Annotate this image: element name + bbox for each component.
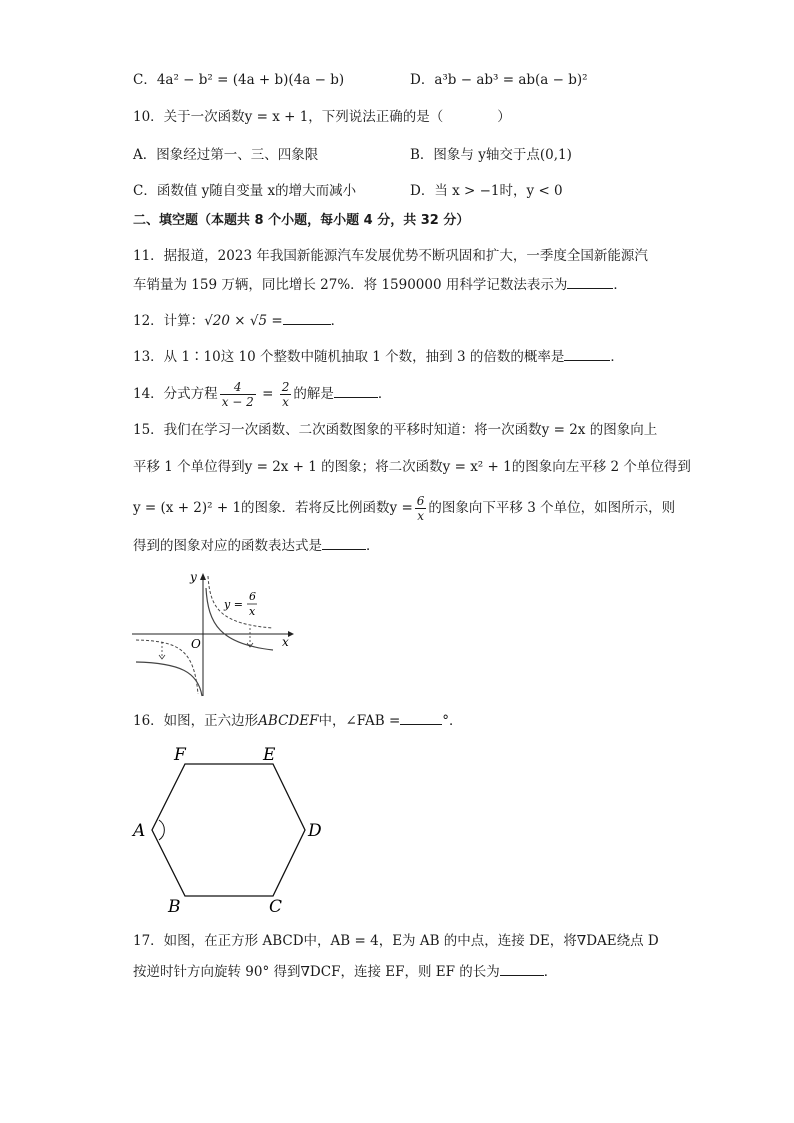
q15-line4-text: 得到的图象对应的函数表达式是 xyxy=(133,538,322,554)
q10-option-d: D．当 x > −1时，y < 0 xyxy=(410,183,563,199)
q10-stem: 10．关于一次函数y = x + 1，下列说法正确的是（ ） xyxy=(133,109,511,125)
q15-graph xyxy=(128,568,298,700)
q17-line1: 17．如图，在正方形 ABCD中，AB = 4，E为 AB 的中点，连接 DE，将∇DAE绕点 D xyxy=(133,933,659,949)
q14-suffix: 的解是 xyxy=(293,386,334,402)
original-curve-branch-2 xyxy=(136,640,198,694)
q11-line2: 车销量为 159 万辆，同比增长 27%．将 1590000 用科学记数法表示为 ． xyxy=(133,277,627,293)
y-axis-label: y xyxy=(190,570,197,584)
q16-mid: 中，∠FAB = xyxy=(318,713,401,729)
q17-line2-text: 按逆时针方向旋转 90° 得到∇DCF，连接 EF，则 EF 的长为 xyxy=(133,964,500,980)
hexagon-figure xyxy=(130,742,330,918)
curve-label-num: 6 xyxy=(249,590,256,603)
q15-line3b: 的图象向下平移 3 个单位，如图所示，则 xyxy=(428,500,676,516)
answer-blank xyxy=(400,712,442,725)
answer-blank xyxy=(567,276,613,289)
q12: 12．计算：√20 × √5 = ． xyxy=(133,313,345,329)
q14-prefix: 14．分式方程 xyxy=(133,386,218,402)
q14-lhs-fraction: $\frac{4}{x - 2}$ xyxy=(221,380,254,409)
q11-line1: 11．据报道，2023 年我国新能源汽车发展优势不断巩固和扩大，一季度全国新能源汽 xyxy=(133,248,648,264)
vertex-F: F xyxy=(174,745,186,765)
curve-label: y = xyxy=(224,598,243,611)
shifted-curve-branch-2 xyxy=(136,662,202,696)
q16-prefix: 16．如图，正六边形 xyxy=(133,713,259,729)
origin-label: O xyxy=(191,637,201,651)
y-axis-arrow xyxy=(200,573,206,580)
x-axis-arrow xyxy=(288,631,294,637)
q11-text: 车销量为 159 万辆，同比增长 27%．将 1590000 用科学记数法表示为 xyxy=(133,277,568,293)
q16 xyxy=(133,711,463,731)
q9-option-c: C．4a² − b² = (4a + b)(4a − b) xyxy=(133,72,345,88)
answer-blank xyxy=(334,385,378,398)
q17-line2: 按逆时针方向旋转 90° 得到∇DCF，连接 EF，则 EF 的长为 ． xyxy=(133,964,558,980)
answer-blank xyxy=(564,348,610,361)
q12-prefix: 12．计算： xyxy=(133,313,205,329)
q15-line3a: y = (x + 2)² + 1的图象．若将反比例函数y = xyxy=(133,500,413,516)
q13-text: 13．从 1∶10这 10 个整数中随机抽取 1 个数，抽到 3 的倍数的概率是 xyxy=(133,349,565,365)
vertex-C: C xyxy=(269,897,283,917)
vertex-D: D xyxy=(308,821,322,841)
vertex-A: A xyxy=(133,821,146,841)
q16-name: ABCDEF xyxy=(258,713,319,729)
hexagon xyxy=(152,764,305,896)
q14: 14．分式方程 $\frac{4}{x - 2}$ = $\frac{2}{x}$ 的解是 ． xyxy=(133,380,392,409)
answer-blank xyxy=(500,963,544,976)
vertex-B: B xyxy=(168,897,181,917)
q15-line1: 15．我们在学习一次函数、二次函数图象的平移时知道：将一次函数y = 2x 的图象向上 xyxy=(133,422,658,438)
q15-fraction: $\frac{6}{x}$ xyxy=(416,494,425,523)
curve-label-den: x xyxy=(249,605,256,618)
q12-expr: √20 × √5 = xyxy=(204,313,283,329)
answer-blank xyxy=(283,312,331,325)
x-axis-label: x xyxy=(282,635,289,649)
q15-line2: 平移 1 个单位得到y = 2x + 1 的图象；将二次函数y = x² + 1的图象向左平移 2 个单位得到 xyxy=(133,459,691,475)
q10-option-b: B．图象与 y轴交于点(0,1) xyxy=(410,147,572,163)
q15-line3 xyxy=(133,490,675,526)
section-heading: 二、填空题（本题共 8 个小题，每小题 4 分，共 32 分） xyxy=(133,213,470,228)
q14-rhs-fraction: $\frac{2}{x}$ xyxy=(281,380,290,409)
q10-option-a: A．图象经过第一、三、四象限 xyxy=(133,147,319,163)
q16-suffix: °． xyxy=(442,713,463,729)
q9-option-d: D．a³b − ab³ = ab(a − b)² xyxy=(410,72,588,88)
vertex-E: E xyxy=(263,745,276,765)
angle-arc xyxy=(159,820,164,840)
q15-line4: 得到的图象对应的函数表达式是 ． xyxy=(133,538,380,554)
q13: 13．从 1∶10这 10 个整数中随机抽取 1 个数，抽到 3 的倍数的概率是 ． xyxy=(133,349,624,365)
answer-blank xyxy=(322,537,366,550)
q10-option-c: C．函数值 y随自变量 x的增大而减小 xyxy=(133,183,357,199)
